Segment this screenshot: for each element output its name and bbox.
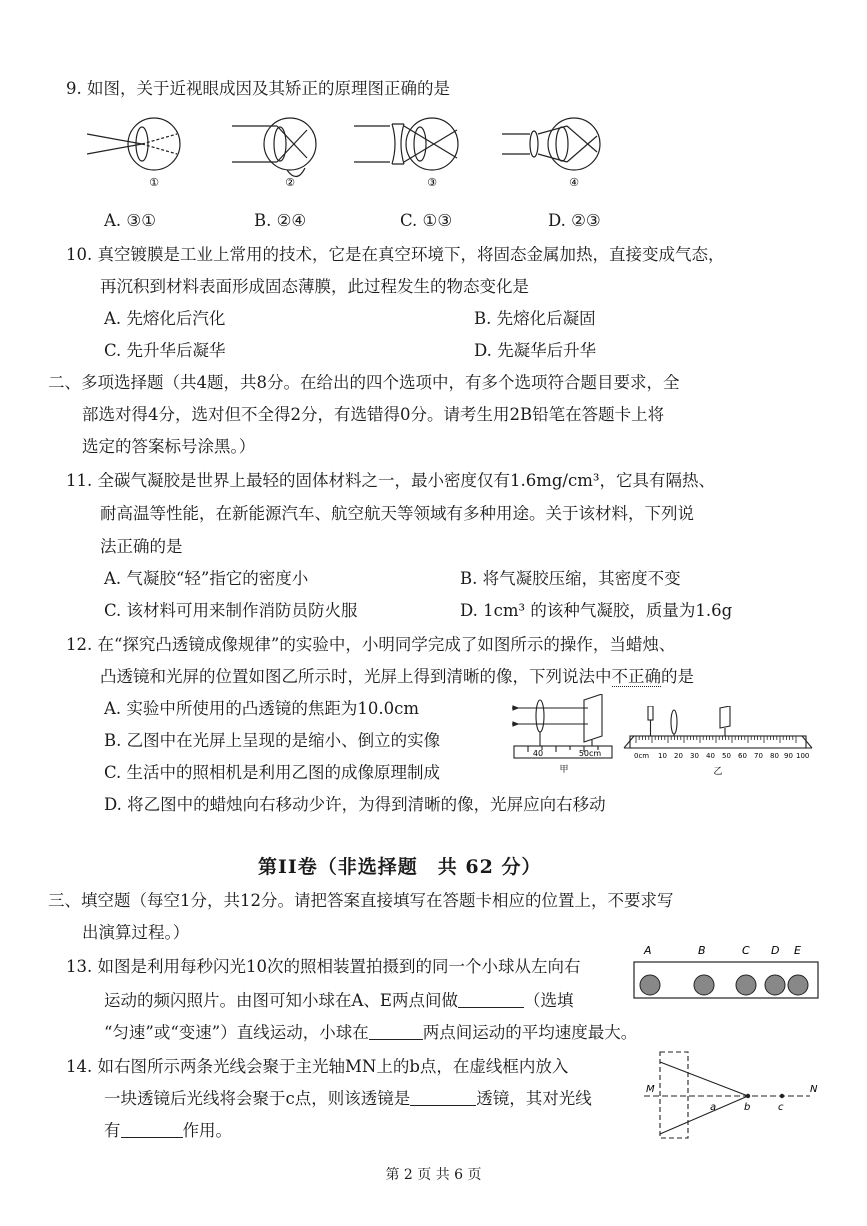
q14-label-m: M (646, 1084, 655, 1095)
q9-figure (82, 112, 642, 192)
part-2-title: 第II卷（非选择题 共 62 分） (258, 856, 542, 878)
q12-yi-tick-0: 0cm (634, 752, 650, 760)
q12-emphasis: 不正确 (611, 667, 661, 686)
q14-line-3: 有 作用。 (104, 1121, 232, 1140)
section-2-line-2: 部选对得4分，选对但不全得2分，有选错得0分。请考生用2B铅笔在答题卡上将 (82, 405, 665, 424)
q10-option-d[interactable]: D. 先凝华后升华 (474, 341, 597, 360)
q13-point-a: A (644, 944, 652, 957)
q12-yi-tick-20: 20 (674, 752, 683, 760)
q9-label-4: ④ (569, 176, 579, 189)
q14-blank-2[interactable] (121, 1120, 183, 1138)
q14-blank-1[interactable] (410, 1088, 476, 1106)
q11-option-d[interactable]: D. 1cm³ 的该种气凝胶，质量为1.6g (460, 601, 733, 620)
q9-option-d[interactable]: D. ②③ (548, 211, 601, 230)
q10-stem-2: 再沉积到材料表面形成固态薄膜，此过程发生的物态变化是 (100, 277, 529, 296)
section-3-line-2: 出演算过程。） (82, 923, 190, 942)
q12-option-c[interactable]: C. 生活中的照相机是利用乙图的成像原理制成 (104, 763, 441, 782)
q13-point-b: B (698, 944, 706, 957)
q9-option-a[interactable]: A. ③① (104, 211, 156, 230)
section-2-line-3: 选定的答案标号涂黑。） (82, 437, 256, 456)
q10-option-a[interactable]: A. 先熔化后汽化 (104, 309, 226, 328)
section-3-line-1: 三、填空题（每空1分，共12分。请把答案直接填写在答题卡相应的位置上，不要求写 (48, 891, 674, 910)
q9-label-2: ② (285, 176, 295, 189)
q12-option-d[interactable]: D. 将乙图中的蜡烛向右移动少许，为得到清晰的像，光屏应向右移动 (104, 795, 606, 814)
q12-figure-yi (622, 706, 814, 778)
q12-stem-1: 12. 在“探究凸透镜成像规律”的实验中，小明同学完成了如图所示的操作，当蜡烛、 (66, 635, 676, 654)
q10-stem-1: 10. 真空镀膜是工业上常用的技术，它是在真空环境下，将固态金属加热，直接变成气态， (66, 245, 725, 264)
q12-yi-tick-70: 70 (754, 752, 763, 760)
q9-label-1: ① (149, 176, 159, 189)
q14-label-b: b (744, 1102, 751, 1113)
q12-yi-label: 乙 (713, 767, 723, 777)
q12-yi-ruler-ticks (636, 736, 796, 743)
q9-stem: 9. 如图，关于近视眼成因及其矫正的原理图正确的是 (66, 79, 450, 98)
q10-option-c[interactable]: C. 先升华后凝华 (104, 341, 226, 360)
q12-jia-label: 甲 (559, 765, 569, 775)
q13-point-d: D (771, 944, 780, 957)
q14-figure (642, 1050, 822, 1142)
q12-option-b[interactable]: B. 乙图中在光屏上呈现的是缩小、倒立的实像 (104, 731, 441, 750)
q12-yi-tick-80: 80 (770, 752, 779, 760)
q13-point-e: E (794, 944, 801, 957)
q9-option-b[interactable]: B. ②④ (254, 211, 307, 230)
q12-yi-tick-40: 40 (706, 752, 715, 760)
q12-jia-tick-40: 40 (532, 749, 544, 758)
q11-option-a[interactable]: A. 气凝胶“轻”指它的密度小 (104, 569, 309, 588)
q13-line-1: 13. 如图是利用每秒闪光10次的照相装置拍摄到的同一个小球从左向右 (66, 957, 581, 976)
q11-option-c[interactable]: C. 该材料可用来制作消防员防火服 (104, 601, 358, 620)
q9-label-3: ③ (427, 176, 437, 189)
q13-line-2: 运动的频闪照片。由图可知小球在A、E两点间做 （选填 (104, 991, 574, 1010)
q11-option-b[interactable]: B. 将气凝胶压缩，其密度不变 (460, 569, 681, 588)
q13-figure (632, 940, 822, 1002)
q14-line-2: 一块透镜后光线将会聚于c点，则该透镜是 透镜，其对光线 (104, 1089, 592, 1108)
q12-stem-2: 凸透镜和光屏的位置如图乙所示时，光屏上得到清晰的像，下列说法中不正确的是 (100, 667, 694, 686)
q13-point-c: C (742, 944, 750, 957)
q12-figure-jia (508, 694, 620, 778)
q13-blank-1[interactable] (458, 990, 524, 1008)
q11-stem-3: 法正确的是 (100, 537, 183, 556)
q12-yi-tick-100: 100 (796, 752, 810, 760)
q11-stem-1: 11. 全碳气凝胶是世界上最轻的固体材料之一，最小密度仅有1.6mg/cm³，它具有隔热、 (66, 471, 715, 490)
q12-yi-tick-60: 60 (738, 752, 747, 760)
q12-yi-tick-30: 30 (690, 752, 699, 760)
q10-option-b[interactable]: B. 先熔化后凝固 (474, 309, 596, 328)
section-2-line-1: 二、多项选择题（共4题，共8分。在给出的四个选项中，有多个选项符合题目要求，全 (48, 373, 680, 392)
q14-label-n: N (810, 1084, 818, 1095)
q11-stem-2: 耐高温等性能，在新能源汽车、航空航天等领域有多种用途。关于该材料，下列说 (100, 504, 694, 523)
q12-option-a[interactable]: A. 实验中所使用的凸透镜的焦距为10.0cm (104, 699, 420, 718)
q13-line-3: “匀速”或“变速”）直线运动，小球在 两点间运动的平均速度最大。 (104, 1023, 638, 1042)
page-footer: 第 2 页 共 6 页 (385, 1167, 482, 1183)
q13-blank-2[interactable] (369, 1022, 423, 1040)
q12-yi-tick-10: 10 (658, 752, 667, 760)
q12-jia-tick-50: 50cm (578, 749, 602, 758)
q12-yi-tick-50: 50 (722, 752, 731, 760)
q14-line-1: 14. 如右图所示两条光线会聚于主光轴MN上的b点，在虚线框内放入 (66, 1057, 569, 1076)
q14-label-a: a (710, 1102, 717, 1113)
q9-option-c[interactable]: C. ①③ (400, 211, 453, 230)
q14-label-c: c (778, 1102, 784, 1113)
q12-yi-tick-90: 90 (784, 752, 793, 760)
